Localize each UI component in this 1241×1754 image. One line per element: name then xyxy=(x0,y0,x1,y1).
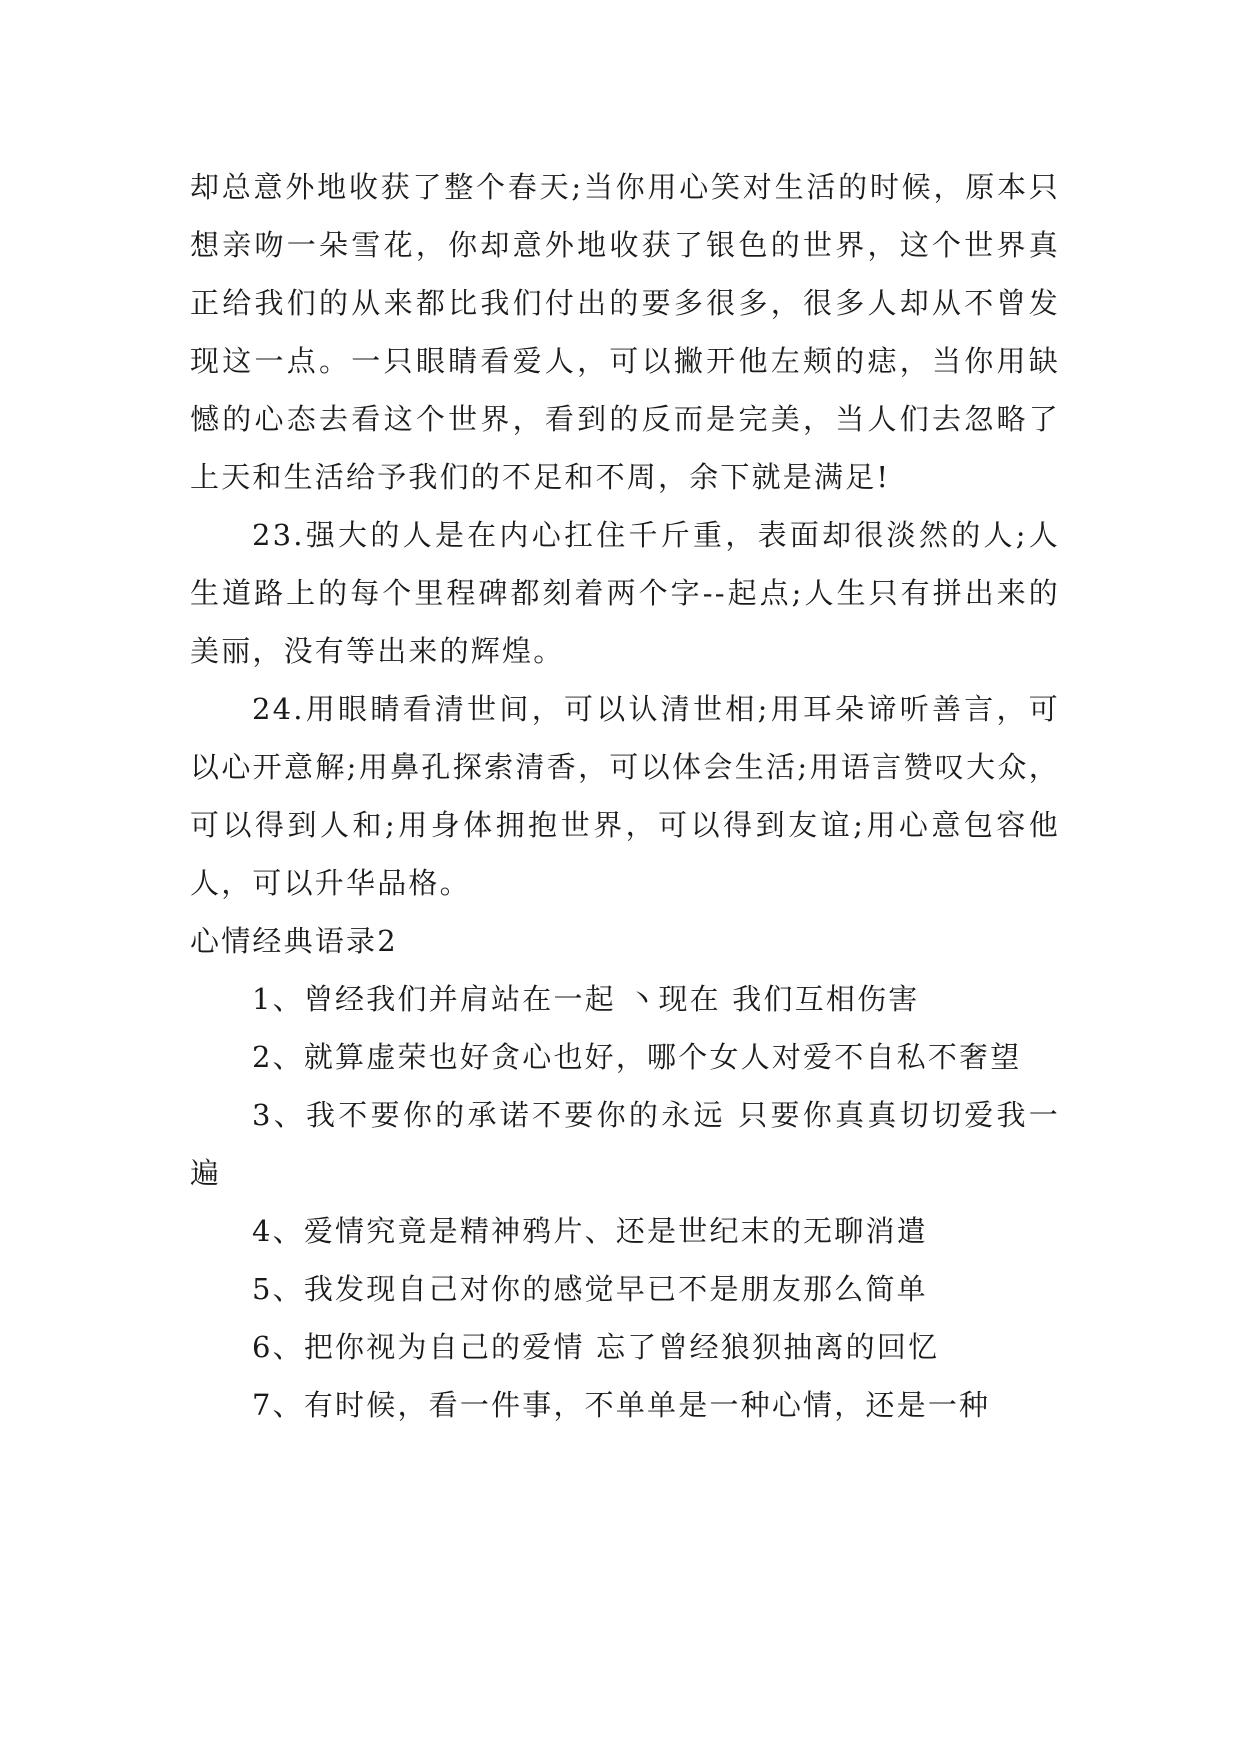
list-item: 2、就算虚荣也好贪心也好，哪个女人对爱不自私不奢望 xyxy=(252,1040,1022,1074)
list-item: 4、爱情究竟是精神鸦片、还是世纪末的无聊消遣 xyxy=(252,1214,928,1248)
section-title: 心情经典语录2 xyxy=(190,924,398,958)
list-item: 1、曾经我们并肩站在一起 丶现在 我们互相伤害 xyxy=(252,982,920,1016)
list-item: 5、我发现自己对你的感觉早已不是朋友那么简单 xyxy=(252,1272,928,1306)
list-item: 3、我不要你的承诺不要你的永远 只要你真真切切爱我一遍 xyxy=(190,1098,1060,1190)
paragraph-continued: 却总意外地收获了整个春天;当你用心笑对生活的时候，原本只想亲吻一朵雪花，你却意外地收获了银色的世界，这个世界真正给我们的从来都比我们付出的要多很多，很多人却从不曾发现这一点。一只眼睛看爱人，可以撇开他左颊的痣，当你用缺憾的心态去看这个世界，看到的反而是完美，当人们去忽略了上天和生活给予我们的不足和不周，余下就是满足! xyxy=(190,170,1060,494)
body-text xyxy=(190,158,1060,1434)
paragraph-24: 24.用眼睛看清世间，可以认清世相;用耳朵谛听善言，可以心开意解;用鼻孔探索清香，可以体会生活;用语言赞叹大众，可以得到人和;用身体拥抱世界，可以得到友谊;用心意包容他人，可以升华品格。 xyxy=(190,692,1060,900)
list-item: 7、有时候，看一件事，不单单是一种心情，还是一种 xyxy=(252,1388,991,1422)
list-item: 6、把你视为自己的爱情 忘了曾经狼狈抽离的回忆 xyxy=(252,1330,940,1364)
paragraph-23: 23.强大的人是在内心扛住千斤重，表面却很淡然的人;人生道路上的每个里程碑都刻着两个字--起点;人生只有拼出来的美丽，没有等出来的辉煌。 xyxy=(190,518,1060,668)
